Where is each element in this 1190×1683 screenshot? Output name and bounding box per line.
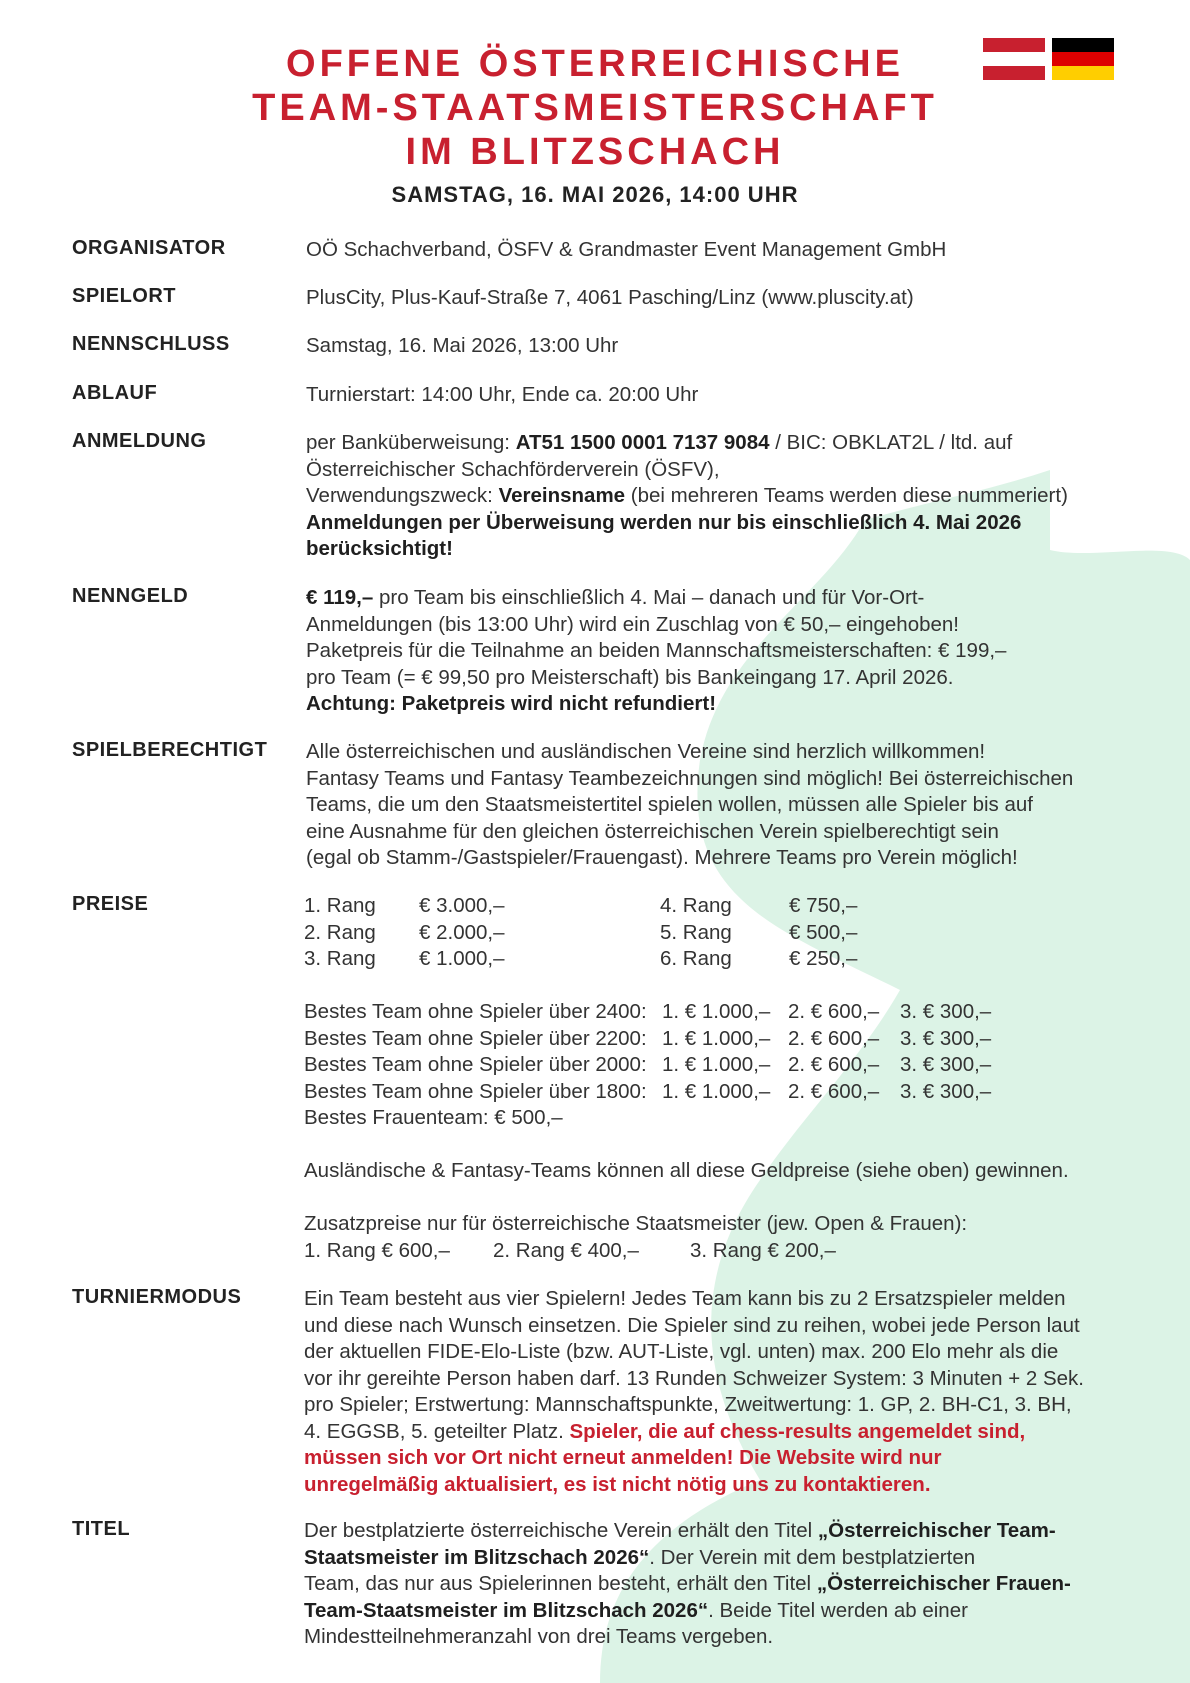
iban: AT51 1500 0001 7137 9084 <box>515 431 770 454</box>
chess-results-note: Spieler, die auf chess-results angemeldet sind, <box>569 1419 1026 1443</box>
prize: 3. Rang € 200,– <box>690 1238 836 1262</box>
prize: 3. € 300,– <box>900 1026 992 1050</box>
section-label: SPIELBERECHTIGT <box>72 739 268 761</box>
rank: 6. Rang <box>660 947 732 970</box>
text: pro Team bis einschließlich 4. Mai – danach und für Vor-Ort- <box>373 586 925 609</box>
text: pro Team (= € 99,50 pro Meisterschaft) bis Bankeingang 17. April 2026. <box>306 665 954 689</box>
amount: € 3.000,– <box>419 894 505 917</box>
text-line: Ein Team besteht aus vier Spielern! Jedes Team kann bis zu 2 Ersatzspieler melden <box>304 1287 1066 1310</box>
section-label: ORGANISATOR <box>72 237 226 259</box>
text: . Beide Titel werden ab einer <box>708 1598 968 1622</box>
section-label: ANMELDUNG <box>72 430 207 452</box>
prize: 1. Rang € 600,– <box>304 1238 450 1262</box>
deadline-note: berücksichtigt! <box>306 537 453 560</box>
prize: 2. € 600,– <box>788 1053 880 1076</box>
prize: 2. € 600,– <box>788 1000 880 1023</box>
title-name: „Österreichischer Frauen- <box>816 1572 1071 1595</box>
rating-prize-table <box>304 999 991 1105</box>
section-label: ABLAUF <box>72 382 158 404</box>
text-line: Alle österreichischen und ausländischen Vereine sind herzlich willkommen! <box>306 740 986 763</box>
refund-note: Achtung: Paketpreis wird nicht refundiert! <box>306 692 717 715</box>
table-row <box>304 1052 991 1079</box>
text: Team, das nur aus Spielerinnen besteht, erhält den Titel <box>304 1572 817 1595</box>
prize: 3. € 300,– <box>900 1053 992 1076</box>
section-value <box>304 1286 1190 1498</box>
table-row <box>304 893 857 920</box>
category: Bestes Team ohne Spieler über 1800: <box>304 1079 647 1103</box>
section-value <box>304 1518 1190 1651</box>
prize: 2. € 600,– <box>788 1026 880 1050</box>
additional-prize-table <box>304 1238 836 1265</box>
text: Der bestplatzierte österreichische Verein erhält den Titel <box>304 1519 818 1542</box>
table-row <box>304 1026 991 1053</box>
section-value: Samstag, 16. Mai 2026, 13:00 Uhr <box>306 334 619 357</box>
amount: € 250,– <box>789 947 858 970</box>
text: Verwendungszweck: <box>306 484 499 507</box>
section-label: SPIELORT <box>72 285 177 307</box>
text-line: Teams, die um den Staatsmeistertitel spielen wollen, müssen alle Spieler bis auf <box>306 793 1033 816</box>
section-value: PlusCity, Plus-Kauf-Straße 7, 4061 Pasching/Linz (www.pluscity.at) <box>306 286 914 309</box>
title-name: Team-Staatsmeister im Blitzschach 2026“ <box>304 1598 709 1622</box>
chess-results-note: unregelmäßig aktualisiert, es ist nicht nötig uns zu kontaktieren. <box>304 1472 931 1496</box>
title-name: Staatsmeister im Blitzschach 2026“ <box>304 1545 650 1569</box>
table-row <box>304 1238 836 1265</box>
prize: 1. € 1.000,– <box>662 1026 771 1050</box>
text: per Banküberweisung: <box>306 431 516 454</box>
category: Bestes Team ohne Spieler über 2000: <box>304 1053 647 1076</box>
rank: 1. Rang <box>304 894 376 917</box>
text: (bei mehreren Teams werden diese nummeriert) <box>625 484 1068 507</box>
chess-results-note: müssen sich vor Ort nicht erneut anmelden! Die Website wird nur <box>304 1446 942 1469</box>
section-label: NENNSCHLUSS <box>72 333 230 355</box>
additional-prizes-heading: Zusatzpreise nur für österreichische Staatsmeister (jew. Open & Frauen): <box>304 1212 968 1235</box>
text: 4. EGGSB, 5. geteilter Platz. <box>304 1419 570 1443</box>
title-name: „Österreichischer Team- <box>817 1519 1056 1542</box>
prize: 2. Rang € 400,– <box>493 1238 639 1262</box>
table-row <box>304 1079 991 1106</box>
women-team-prize: Bestes Frauenteam: € 500,– <box>304 1106 563 1129</box>
deadline-note: Anmeldungen per Überweisung werden nur bis einschließlich 4. Mai 2026 <box>306 510 1022 534</box>
text-line: und diese nach Wunsch einsetzen. Die Spieler sind zu reihen, wobei jede Person laut <box>304 1313 1080 1337</box>
table-row <box>304 920 857 947</box>
category: Bestes Team ohne Spieler über 2400: <box>304 1000 647 1023</box>
prize: 3. € 300,– <box>900 1000 992 1023</box>
section-label: TITEL <box>72 1518 131 1540</box>
text: Anmeldungen (bis 13:00 Uhr) wird ein Zuschlag von € 50,– eingehoben! <box>306 612 959 636</box>
prize: 1. € 1.000,– <box>662 1079 771 1103</box>
text: Österreichischer Schachförderverein (ÖSFV), <box>306 457 720 481</box>
section-label: PREISE <box>72 893 149 915</box>
verwendungszweck: Vereinsname <box>498 484 626 507</box>
rank-prize-table <box>304 893 857 973</box>
entry-fee: € 119,– <box>306 586 374 609</box>
text-line: (egal ob Stamm-/Gastspieler/Frauengast). Mehrere Teams pro Verein möglich! <box>306 846 1018 869</box>
amount: € 1.000,– <box>419 947 505 970</box>
text-line: eine Ausnahme für den gleichen österreichischen Verein spielberechtigt sein <box>306 819 999 843</box>
rank: 5. Rang <box>660 920 732 944</box>
foreign-teams-note: Ausländische & Fantasy-Teams können all diese Geldpreise (siehe oben) gewinnen. <box>304 1159 1069 1182</box>
prize: 1. € 1.000,– <box>662 1053 771 1076</box>
amount: € 2.000,– <box>419 920 505 944</box>
section-label: TURNIERMODUS <box>72 1286 242 1308</box>
rank: 2. Rang <box>304 920 376 944</box>
prize: 2. € 600,– <box>788 1079 880 1103</box>
section-value: OÖ Schachverband, ÖSFV & Grandmaster Event Management GmbH <box>306 238 947 261</box>
page-title <box>0 42 1190 208</box>
title-line-2: TEAM-STAATSMEISTERSCHAFT <box>252 87 938 129</box>
table-row <box>304 999 991 1026</box>
section-value <box>306 739 1190 872</box>
section-value <box>304 893 1190 1264</box>
text-line: der aktuellen FIDE-Elo-Liste (bzw. AUT-Liste, vgl. unten) max. 200 Elo mehr als die <box>304 1340 1059 1363</box>
event-date: SAMSTAG, 16. MAI 2026, 14:00 UHR <box>391 182 799 207</box>
category: Bestes Team ohne Spieler über 2200: <box>304 1026 647 1050</box>
rank: 4. Rang <box>660 894 732 917</box>
text: Mindestteilnehmeranzahl von drei Teams vergeben. <box>304 1625 774 1648</box>
prize: 3. € 300,– <box>900 1079 992 1103</box>
section-value: Turnierstart: 14:00 Uhr, Ende ca. 20:00 Uhr <box>306 383 699 406</box>
section-label: NENNGELD <box>72 585 189 607</box>
table-row <box>304 946 857 973</box>
amount: € 750,– <box>789 894 858 917</box>
section-value <box>306 585 1190 718</box>
prize: 1. € 1.000,– <box>662 1000 771 1023</box>
text-line: Fantasy Teams und Fantasy Teambezeichnungen sind möglich! Bei österreichischen <box>306 766 1074 790</box>
title-line-1: OFFENE ÖSTERREICHISCHE <box>286 43 904 85</box>
text-line: pro Spieler; Erstwertung: Mannschaftspunkte, Zweitwertung: 1. GP, 2. BH-C1, 3. BH, <box>304 1393 1072 1416</box>
amount: € 500,– <box>789 920 858 944</box>
section-value <box>306 430 1190 563</box>
title-line-3: IM BLITZSCHACH <box>405 131 785 173</box>
text-line: vor ihr gereihte Person haben darf. 13 Runden Schweizer System: 3 Minuten + 2 Sek. <box>304 1366 1085 1390</box>
text: . Der Verein mit dem bestplatzierten <box>649 1545 976 1569</box>
text: / BIC: OBKLAT2L / ltd. auf <box>769 431 1013 454</box>
rank: 3. Rang <box>304 947 376 970</box>
text: Paketpreis für die Teilnahme an beiden Mannschaftsmeisterschaften: € 199,– <box>306 639 1007 662</box>
